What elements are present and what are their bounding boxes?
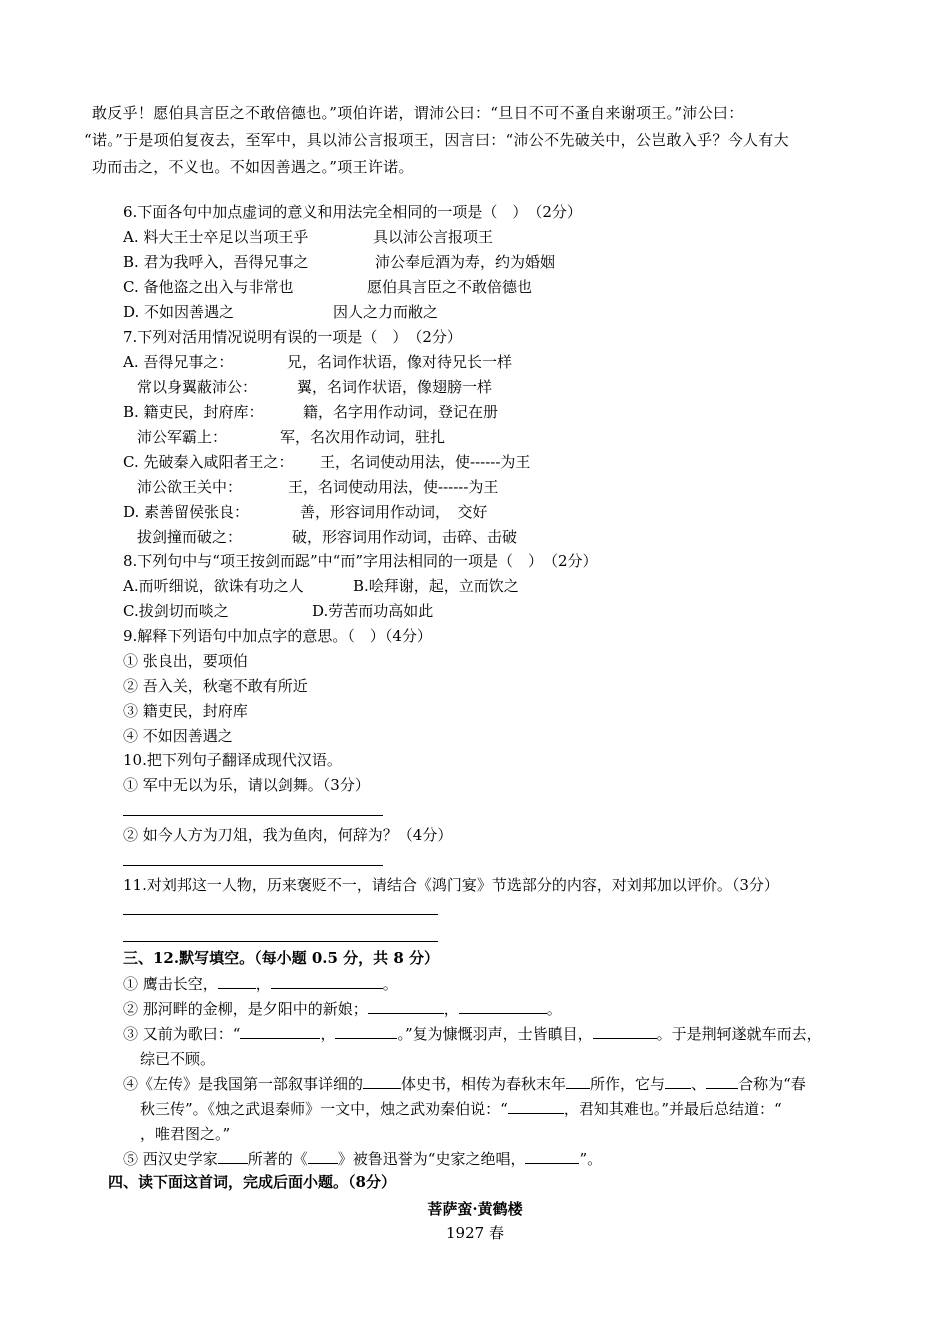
q9-item-1: ① 张良出，要项伯 [123, 652, 248, 670]
question-10-stem: 10.把下列句子翻译成现代汉语。 [123, 751, 342, 769]
q7-a-sentence: A. 吾得兄事之： [123, 353, 234, 371]
separator: 、 [691, 1075, 707, 1093]
q7-d-sentence: D. 素善留侯张良： [123, 503, 250, 521]
s3-item-5-text-d: ”。 [579, 1150, 603, 1168]
answer-line[interactable] [123, 865, 383, 866]
fill-blank[interactable] [271, 974, 383, 989]
s3-item-3 [123, 1024, 822, 1044]
q7-option-b-2 [137, 427, 446, 447]
s3-item-4-cont [140, 1099, 782, 1119]
question-8-stem: 8.下列句中与“项王按剑而跽”中“而”字用法相同的一项是（ ） （2分） [123, 552, 598, 570]
q8-option-b: B.哙拜谢，起，立而饮之 [353, 577, 519, 595]
q8-option-a: A.而听细说，欲诛有功之人 [123, 577, 304, 595]
q7-d-explain: 善，形容词用作动词， 交好 [300, 503, 488, 521]
q9-item-3: ③ 籍吏民，封府库 [123, 702, 248, 720]
q7-option-a-2 [137, 377, 493, 397]
fill-blank[interactable] [335, 1024, 397, 1039]
fill-blank[interactable] [665, 1074, 691, 1089]
q7-option-b [123, 402, 499, 422]
q6-c-left: C. 备他盗之出入与非常也 [123, 278, 294, 296]
q6-b-right: 沛公奉卮酒为寿，约为婚姻 [375, 253, 556, 271]
question-7-stem: 7.下列对活用情况说明有误的一项是（ ） （2分） [123, 328, 462, 346]
fill-blank[interactable] [566, 1074, 590, 1089]
fill-blank[interactable] [240, 1024, 320, 1039]
passage-line: “诺。”于是项伯复夜去，至军中，具以沛公言报项王，因言曰：“沛公不先破关中，公岂敢入乎？今人有大 [84, 131, 789, 149]
fill-blank[interactable] [368, 999, 444, 1014]
s3-item-5-text-c: 》被鲁迅誉为“史家之绝唱， [337, 1150, 526, 1168]
q7-c-sentence-2: 沛公欲王关中： [137, 478, 243, 496]
q7-c-explain: 王，名词使动用法，使------为王 [320, 453, 531, 471]
q7-option-d [123, 502, 488, 522]
fill-blank[interactable] [363, 1074, 401, 1089]
s3-item-1-text: ① 鹰击长空， [123, 975, 218, 993]
separator: ， [320, 1025, 336, 1043]
fill-blank[interactable] [218, 1149, 248, 1164]
s3-item-4-cont-2 [140, 1124, 230, 1144]
s3-item-3-text: ③ 又前为歌曰：“ [123, 1025, 241, 1043]
fill-blank[interactable] [308, 1149, 338, 1164]
s3-item-1 [123, 974, 398, 994]
passage [84, 100, 872, 181]
q6-a-right: 具以沛公言报项王 [373, 228, 494, 246]
s3-item-4-text-c: 所作，它与 [590, 1075, 666, 1093]
poem-date: 1927 春 [446, 1224, 504, 1242]
separator: 。 [382, 975, 398, 993]
s3-item-2-text: ② 那河畔的金柳，是夕阳中的新娘； [123, 1000, 368, 1018]
s3-item-3-text-c: 。于是荆轲遂就车而去， [656, 1025, 822, 1043]
q6-option-d [123, 302, 439, 322]
q10-item-2: ② 如今人方为刀俎，我为鱼肉，何辞为？（4分） [123, 826, 453, 844]
q7-option-d-2 [137, 527, 518, 547]
answer-line[interactable] [123, 815, 383, 816]
fill-blank[interactable] [459, 999, 547, 1014]
q6-c-right: 愿伯具言臣之不敢倍德也 [367, 278, 533, 296]
question-11-stem: 11.对刘邦这一人物，历来褒贬不一，请结合《鸿门宴》节选部分的内容，对刘邦加以评价。（3分） [123, 876, 779, 894]
q9-item-2: ② 吾入关，秋毫不敢有所近 [123, 677, 308, 695]
section-4-title: 四、读下面这首词，完成后面小题。（8分） [108, 1173, 396, 1191]
s3-item-4-text-d: 合称为“春 [738, 1075, 806, 1093]
fill-blank[interactable] [508, 1099, 564, 1114]
fill-blank[interactable] [593, 1024, 657, 1039]
passage-line: 功而击之，不义也。不如因善遇之。”项王许诺。 [92, 158, 414, 176]
s3-item-4-text-e: 秋三传”。《烛之武退秦师》一文中，烛之武劝秦伯说：“ [140, 1100, 508, 1118]
fill-blank[interactable] [525, 1149, 579, 1164]
q7-a-explain: 兄，名词作状语，像对待兄长一样 [287, 353, 513, 371]
q7-d-explain-2: 破，形容词用作动词，击碎、击破 [292, 528, 518, 546]
separator: ， [443, 1000, 459, 1018]
q7-b-explain-2: 军，名次用作动词，驻扎 [280, 428, 446, 446]
q8-options-ab [123, 576, 519, 596]
answer-line[interactable] [123, 914, 438, 915]
s3-item-4-text: ④《左传》是我国第一部叙事详细的 [123, 1075, 364, 1093]
q6-b-left: B. 君为我呼入，吾得兄事之 [123, 253, 309, 271]
fill-blank[interactable] [706, 1074, 738, 1089]
s3-item-4-text-f: ，君知其难也。”并最后总结道：“ [563, 1100, 782, 1118]
separator: ， [255, 975, 271, 993]
q7-option-c-2 [137, 477, 499, 497]
s3-item-4-text-g: ，唯君图之。” [140, 1125, 231, 1143]
q6-d-left: D. 不如因善遇之 [123, 303, 235, 321]
q8-option-d: D.劳苦而功高如此 [312, 602, 434, 620]
s3-item-2 [123, 999, 562, 1019]
q6-option-a [123, 227, 494, 247]
s3-item-4 [123, 1074, 806, 1094]
s3-item-5-text: ⑤ 西汉史学家 [123, 1150, 218, 1168]
question-9-stem: 9.解释下列语句中加点字的意思。（ ）（4分） [123, 627, 432, 645]
q6-option-c [123, 277, 533, 297]
section-3-title: 三、12.默写填空。（每小题 0.5 分，共 8 分） [123, 949, 440, 967]
q7-a-explain-2: 翼，名词作状语，像翅膀一样 [297, 378, 493, 396]
q7-option-c [123, 452, 531, 472]
q7-d-sentence-2: 拔剑撞而破之： [137, 528, 243, 546]
q7-b-sentence-2: 沛公军霸上： [137, 428, 228, 446]
s3-item-3-text-b: 。”复为慷慨羽声，士皆瞋目， [397, 1025, 593, 1043]
q9-item-4: ④ 不如因善遇之 [123, 727, 233, 745]
q10-item-1: ① 军中无以为乐，请以剑舞。（3分） [123, 776, 370, 794]
q7-b-sentence: B. 籍吏民，封府库： [123, 403, 264, 421]
poem-title: 菩萨蛮·黄鹤楼 [427, 1200, 523, 1218]
q8-option-c: C.拔剑切而啖之 [123, 602, 229, 620]
s3-item-4-text-b: 体史书，相传为春秋末年 [401, 1075, 567, 1093]
passage-line: 敢反乎！愿伯具言臣之不敢倍德也。”项伯许诺，谓沛公曰：“旦日不可不蚤自来谢项王。”沛公曰： [92, 104, 744, 122]
q6-a-left: A. 料大王士卒足以当项王乎 [123, 228, 309, 246]
fill-blank[interactable] [218, 974, 256, 989]
q8-options-cd [123, 601, 434, 621]
question-6-stem: 6.下面各句中加点虚词的意义和用法完全相同的一项是（ ） （2分） [123, 203, 582, 221]
q7-c-sentence: C. 先破秦入咸阳者王之： [123, 453, 294, 471]
q7-option-a [123, 352, 513, 372]
separator: 。 [546, 1000, 562, 1018]
q7-c-explain-2: 王，名词使动用法，使------为王 [288, 478, 499, 496]
q6-d-right: 因人之力而敝之 [333, 303, 439, 321]
q6-option-b [123, 252, 556, 272]
s3-item-5-text-b: 所著的《 [247, 1150, 308, 1168]
s3-item-3-cont: 综已不顾。 [140, 1050, 216, 1068]
q7-a-sentence-2: 常以身翼蔽沛公： [137, 378, 258, 396]
s3-item-5 [123, 1149, 602, 1169]
q7-b-explain: 籍，名字用作动词，登记在册 [303, 403, 499, 421]
answer-line[interactable] [123, 941, 438, 942]
